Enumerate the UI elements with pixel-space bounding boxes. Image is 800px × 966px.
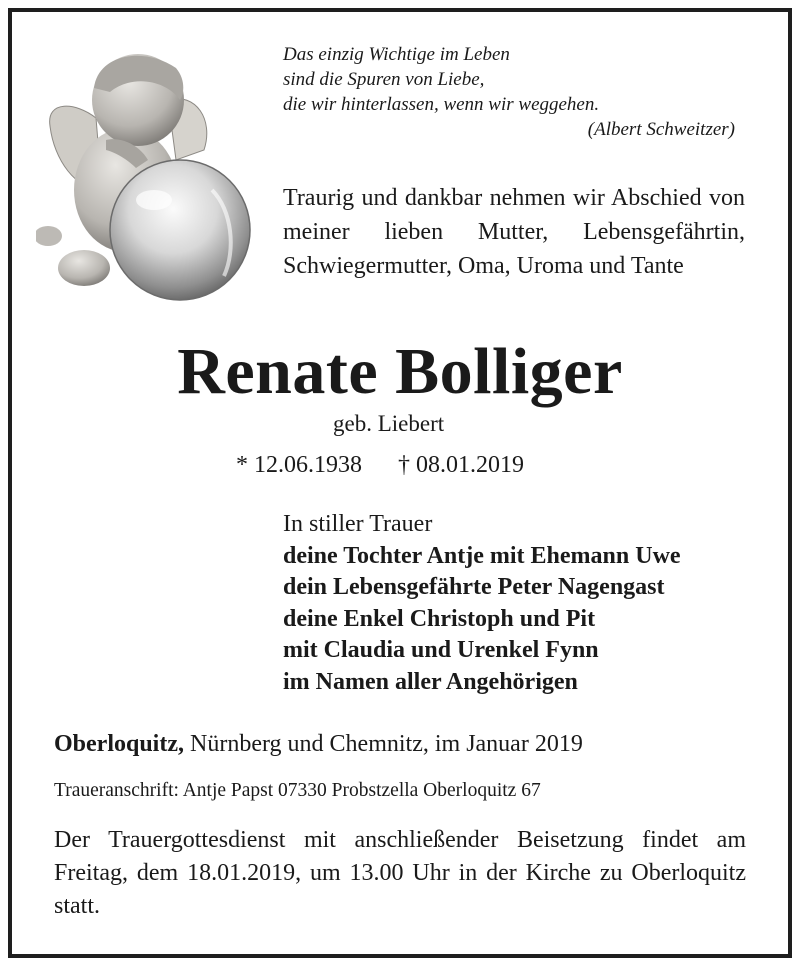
mourner-line: deine Tochter Antje mit Ehemann Uwe (283, 542, 681, 569)
funeral-service-notice: Der Trauergottesdienst mit anschließender Beisetzung findet am Freitag, dem 18.01.2019, um 13.00 Uhr in der Kirche zu Oberloquitz statt. (54, 827, 746, 919)
mourning-address: Traueranschrift: Antje Papst 07330 Probstzella Oberloquitz 67 (54, 780, 541, 801)
life-dates (236, 452, 524, 479)
angel-with-sphere-image (36, 40, 262, 308)
quote-block (283, 42, 743, 142)
farewell-text: Traurig und dankbar nehmen wir Abschied von meiner lieben Mutter, Lebensgefährtin, Schwiegermutter, Oma, Uroma und Tante (283, 185, 745, 279)
mourner-line: mit Claudia und Urenkel Fynn (283, 637, 599, 663)
mourners-block (283, 509, 681, 698)
quote-line: die wir hinterlassen, wenn wir weggehen. (283, 94, 600, 115)
birth-date: * 12.06.1938 (236, 452, 362, 478)
quote-author: (Albert Schweitzer) (587, 119, 735, 140)
place-town: Oberloquitz, (54, 731, 184, 757)
quote-line: Das einzig Wichtige im Leben (283, 44, 510, 65)
place-and-date (54, 731, 583, 758)
mourner-line: deine Enkel Christoph und Pit (283, 605, 596, 632)
deceased-name: Renate Bolliger (177, 335, 623, 408)
place-rest: Nürnberg und Chemnitz, im Januar 2019 (184, 731, 583, 757)
mourner-line: im Namen aller Angehörigen (283, 668, 578, 695)
birth-name: geb. Liebert (333, 411, 445, 436)
mourner-line: dein Lebensgefährte Peter Nagengast (283, 574, 665, 600)
mourners-lead: In stiller Trauer (283, 511, 433, 537)
death-date: † 08.01.2019 (398, 452, 524, 478)
quote-line: sind die Spuren von Liebe, (283, 69, 485, 90)
